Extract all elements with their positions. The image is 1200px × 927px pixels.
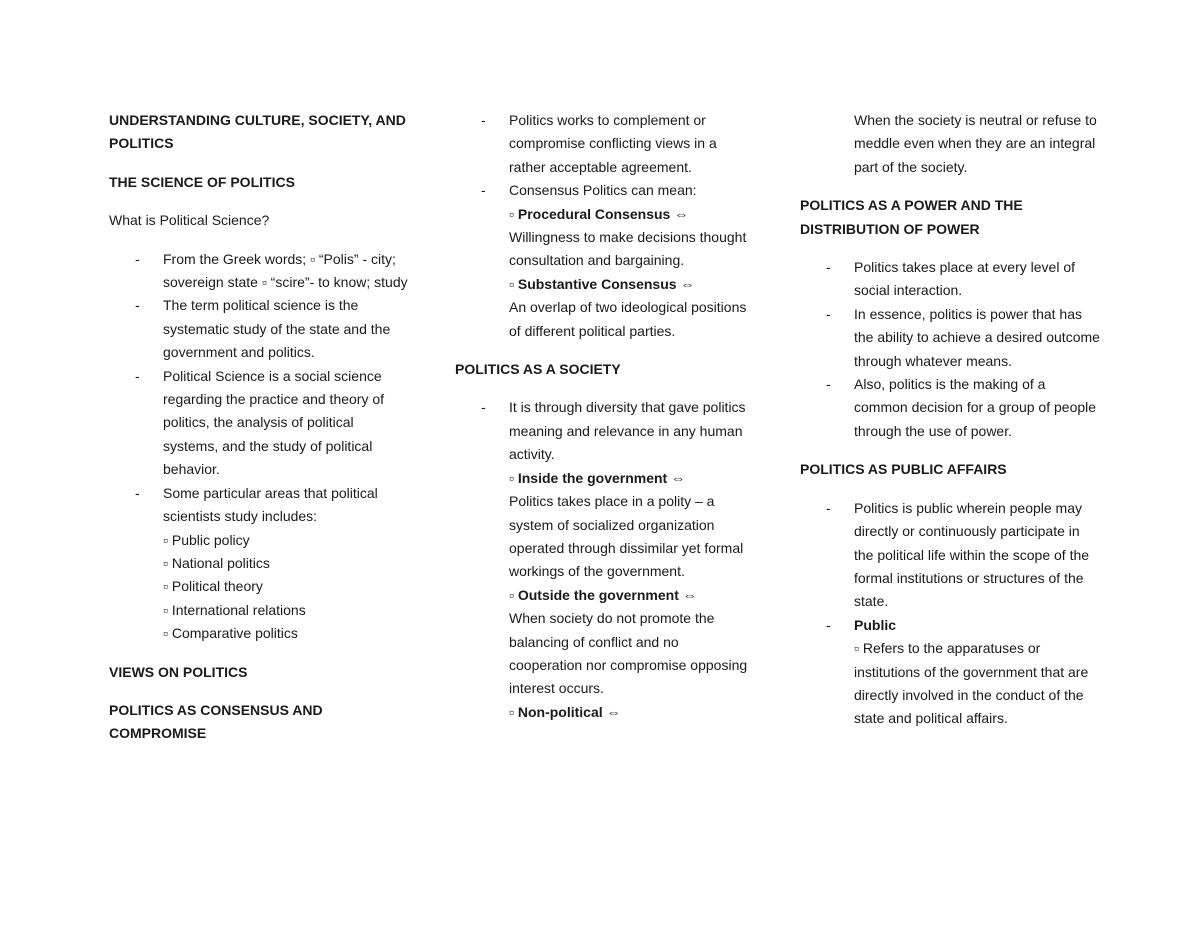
list-item: - In essence, politics is power that has the ability to achieve a desired outcome through whatever means. (800, 303, 1100, 373)
list-item: - Politics works to complement or compromise conflicting views in a rather acceptable agreement. (455, 109, 755, 179)
list-item (800, 614, 1100, 731)
list-item: - Also, politics is the making of a common decision for a group of people through the use of power. (800, 373, 1100, 443)
area-item: ▫ National politics (163, 554, 270, 571)
outside-label: ▫ Outside the government ⇔ (509, 586, 697, 603)
section-heading-society: POLITICS AS A SOCIETY (455, 361, 621, 378)
public-list (800, 497, 1100, 731)
society-list (455, 396, 755, 724)
list-item-text: It is through diversity that gave politics meaning and relevance in any human activity. (509, 399, 746, 463)
section-heading-science: THE SCIENCE OF POLITICS (109, 173, 295, 190)
list-item: - Politics is public wherein people may directly or continuously participate in the political life within the scope of the formal institutions or structures of the state. (800, 497, 1100, 614)
area-item: ▫ Public policy (163, 531, 250, 548)
substantive-label: ▫ Substantive Consensus ⇔ (509, 275, 695, 292)
document-title: UNDERSTANDING CULTURE, SOCIETY, AND POLITICS (109, 112, 406, 152)
outside-text: When society do not promote the balancing of conflict and no cooperation nor compromise opposing interest occurs. (509, 610, 748, 697)
public-text: ▫ Refers to the apparatuses or institutions of the government that are directly involved in the conduct of the state and political affairs. (854, 640, 1089, 727)
section-heading-consensus: POLITICS AS CONSENSUS AND COMPROMISE (109, 701, 323, 742)
procedural-text: Willingness to make decisions thought consultation and bargaining. (509, 229, 747, 269)
list-item-text: Some particular areas that political scientists study includes: (163, 484, 378, 525)
list-item: - From the Greek words; ▫ “Polis” - city; sovereign state ▫ “scire”- to know; study (109, 248, 409, 295)
procedural-label: ▫ Procedural Consensus ⇔ (509, 205, 689, 222)
list-item-text: Consensus Politics can mean: (509, 182, 697, 199)
substantive-text: An overlap of two ideological positions of different political parties. (509, 299, 747, 339)
nonpolitical-text: When the society is neutral or refuse to meddle even when they are an integral part of the society. (854, 112, 1097, 175)
section-heading-power: POLITICS AS A POWER AND THE DISTRIBUTION OF POWER (800, 197, 1023, 237)
list-item (109, 482, 409, 646)
list-item (455, 179, 755, 343)
science-list (109, 248, 409, 646)
column-1 (109, 109, 409, 746)
inside-label: ▫ Inside the government ⇔ (509, 469, 686, 486)
area-item: ▫ Political theory (163, 578, 263, 595)
nonpolitical-label: ▫ Non-political ⇔ (509, 703, 621, 720)
power-list (800, 256, 1100, 443)
public-label: Public (854, 616, 897, 633)
consensus-list (455, 109, 755, 343)
section-heading-views: VIEWS ON POLITICS (109, 663, 248, 680)
inside-text: Politics takes place in a polity – a system of socialized organization operated through dissimilar yet formal workings of the government. (509, 493, 744, 580)
list-item: - Political Science is a social science regarding the practice and theory of politics, the analysis of political systems, and the study of political behavior. (109, 365, 409, 482)
list-item: - The term political science is the systematic study of the state and the government and politics. (109, 294, 409, 364)
area-item: ▫ Comparative politics (163, 625, 298, 642)
column-3 (800, 109, 1100, 731)
list-item (455, 396, 755, 724)
section-heading-public: POLITICS AS PUBLIC AFFAIRS (800, 461, 1007, 478)
area-item: ▫ International relations (163, 601, 306, 618)
list-item: - Politics takes place at every level of social interaction. (800, 256, 1100, 303)
question-text: What is Political Science? (109, 212, 270, 229)
column-2 (455, 109, 755, 724)
